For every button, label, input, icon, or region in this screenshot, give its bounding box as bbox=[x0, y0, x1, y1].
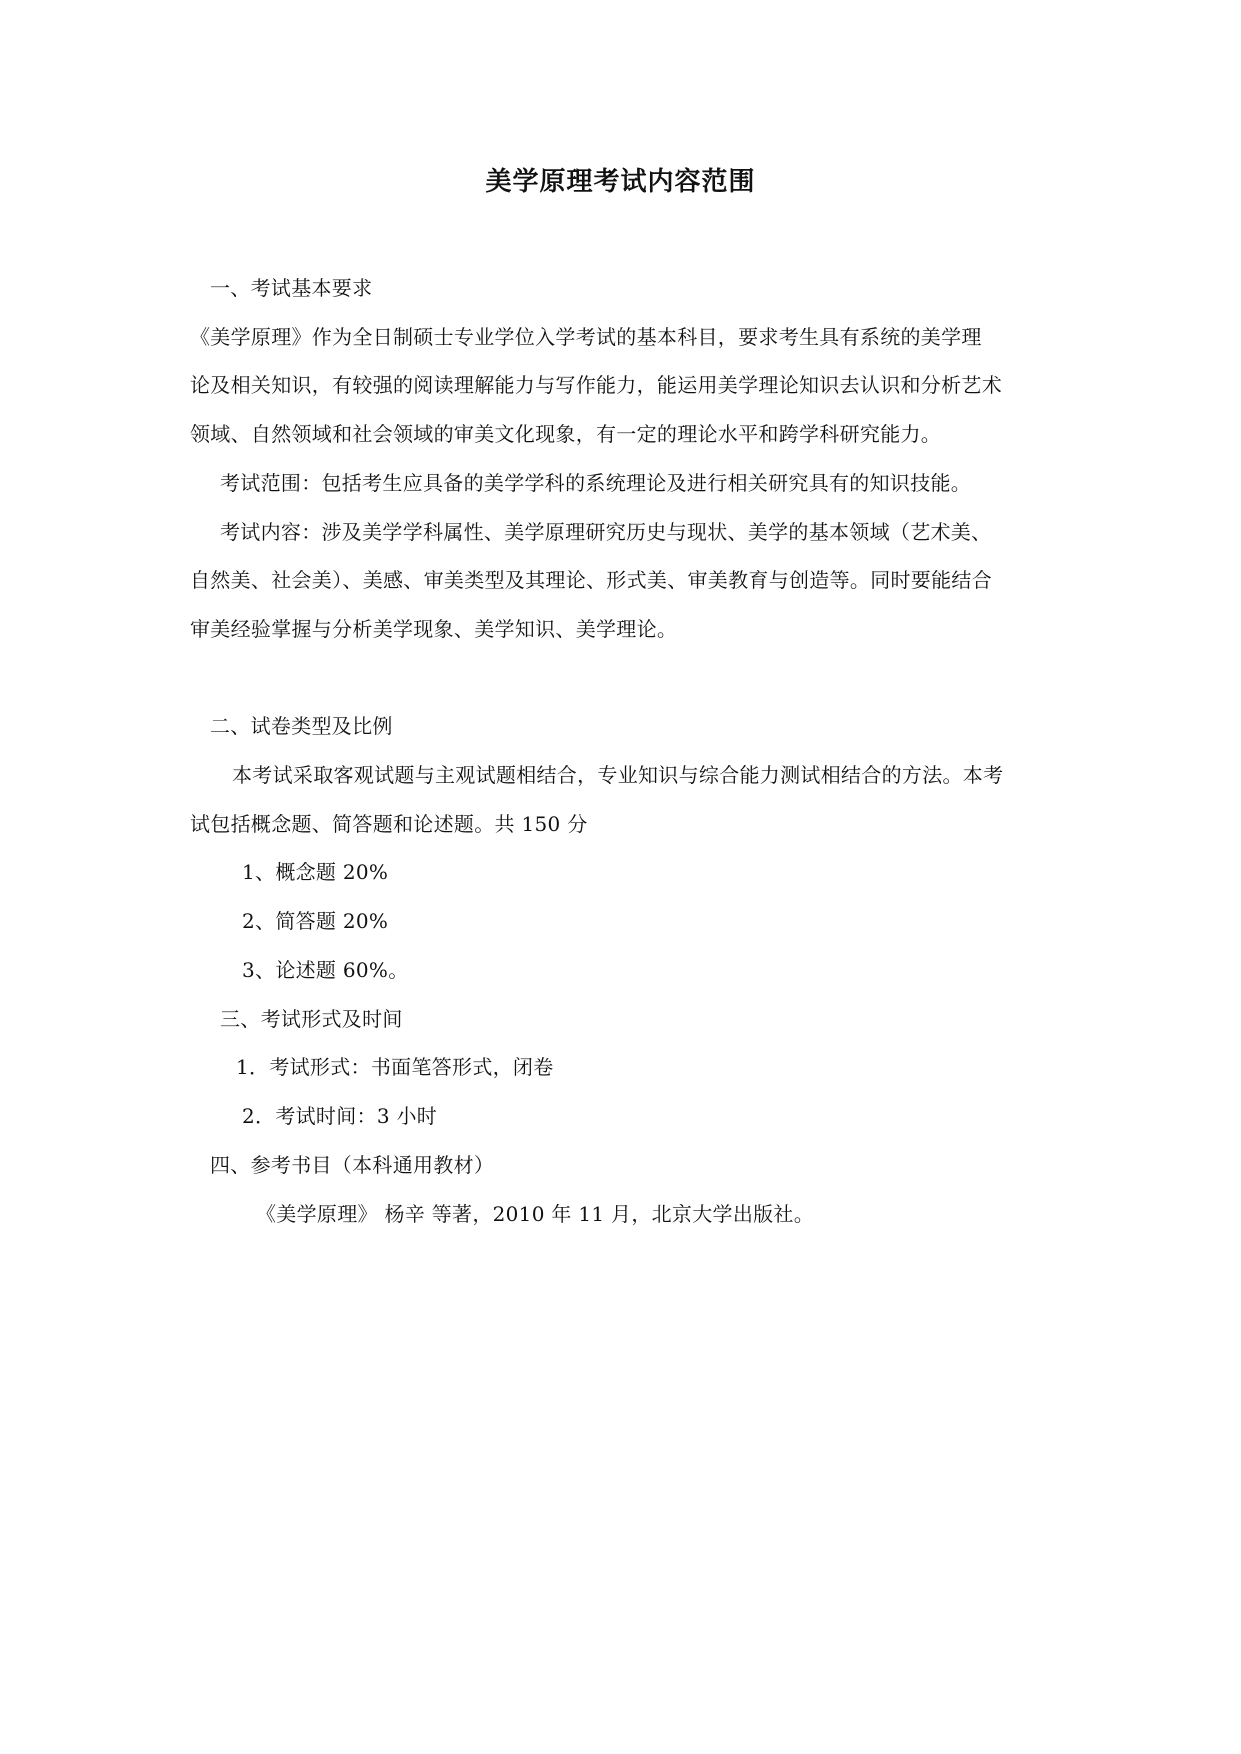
list-item: 2．考试时间：3 小时 bbox=[242, 1104, 438, 1128]
list-item: 3、论述题 60%。 bbox=[242, 958, 409, 982]
section-heading-paper-types: 二、试卷类型及比例 bbox=[210, 714, 393, 738]
list-item: 1．考试形式：书面笔答形式，闭卷 bbox=[236, 1055, 554, 1079]
section-heading-exam-format: 三、考试形式及时间 bbox=[220, 1007, 403, 1031]
paragraph-line: 领域、自然领域和社会领域的审美文化现象，有一定的理论水平和跨学科研究能力。 bbox=[190, 422, 942, 446]
paragraph-line: 《美学原理》作为全日制硕士专业学位入学考试的基本科目，要求考生具有系统的美学理 bbox=[190, 325, 982, 349]
paragraph-line: 论及相关知识，有较强的阅读理解能力与写作能力，能运用美学理论知识去认识和分析艺术 bbox=[190, 373, 1002, 397]
paragraph-line: 试包括概念题、简答题和论述题。共 150 分 bbox=[190, 812, 588, 836]
page-title: 美学原理考试内容范围 bbox=[485, 167, 756, 197]
paragraph-line: 本考试采取客观试题与主观试题相结合，专业知识与综合能力测试相结合的方法。本考 bbox=[232, 763, 1004, 787]
exam-content-line: 考试内容：涉及美学学科属性、美学原理研究历史与现状、美学的基本领域（艺术美、 bbox=[220, 520, 992, 544]
reference-entry: 《美学原理》 杨辛 等著，2010 年 11 月，北京大学出版社。 bbox=[256, 1202, 815, 1226]
exam-content-line: 自然美、社会美）、美感、审美类型及其理论、形式美、审美教育与创造等。同时要能结合 bbox=[190, 568, 992, 592]
list-item: 2、简答题 20% bbox=[242, 909, 389, 933]
exam-content-line: 审美经验掌握与分析美学现象、美学知识、美学理论。 bbox=[190, 617, 678, 641]
section-heading-basic-requirements: 一、考试基本要求 bbox=[210, 276, 373, 300]
exam-scope-text: 考试范围：包括考生应具备的美学学科的系统理论及进行相关研究具有的知识技能。 bbox=[220, 471, 972, 495]
section-heading-references: 四、参考书目（本科通用教材） bbox=[210, 1153, 495, 1177]
list-item: 1、概念题 20% bbox=[242, 860, 389, 884]
